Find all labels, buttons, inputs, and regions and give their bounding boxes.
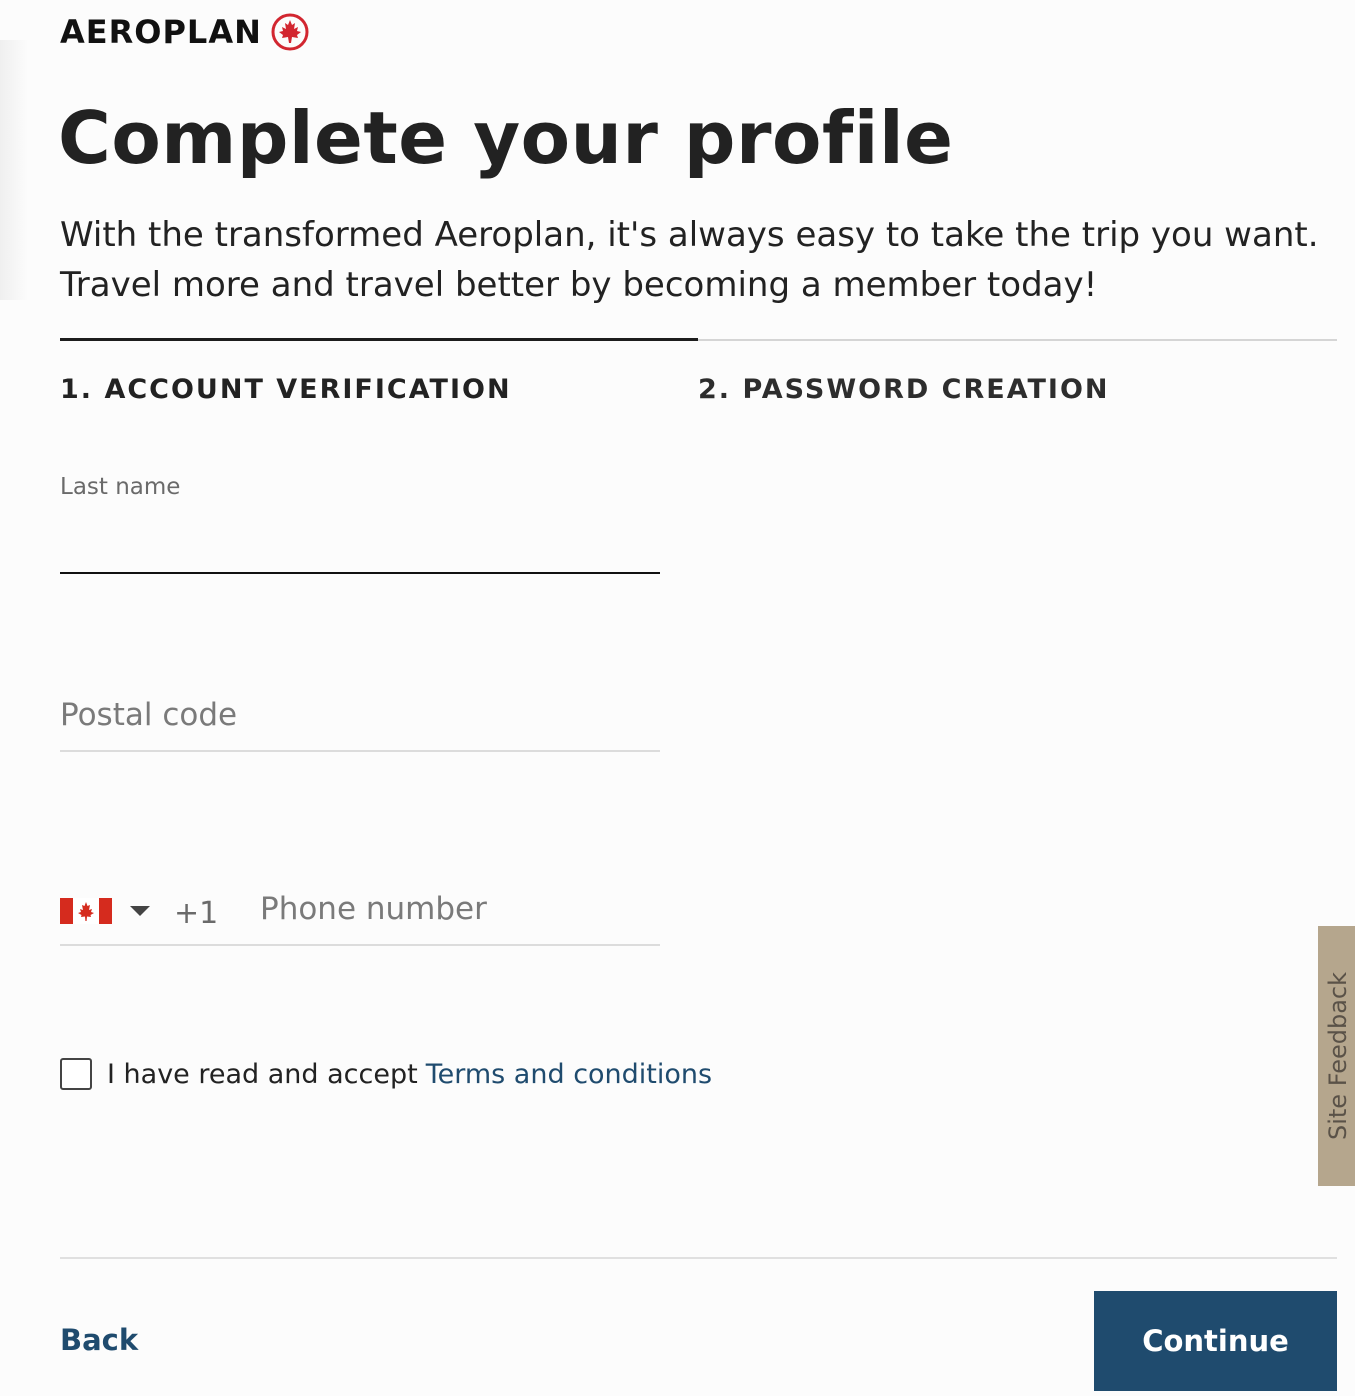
page-title: Complete your profile <box>58 96 954 180</box>
step-password-creation: 2. PASSWORD CREATION <box>698 374 1110 405</box>
last-name-input[interactable] <box>60 526 660 566</box>
aeroplan-logo[interactable] <box>60 12 310 52</box>
dial-code: +1 <box>174 896 219 931</box>
terms-row <box>60 1058 712 1090</box>
continue-button[interactable]: Continue <box>1094 1291 1337 1391</box>
country-code-dropdown[interactable] <box>60 898 150 924</box>
back-button[interactable]: Back <box>60 1323 139 1357</box>
terms-text: I have read and accept <box>107 1058 418 1090</box>
intro-text: With the transformed Aeroplan, it's always easy to take the trip you want. Travel more and travel better by becoming a member today! <box>60 215 1319 305</box>
terms-checkbox[interactable] <box>60 1058 92 1090</box>
phone-field[interactable] <box>60 876 660 946</box>
last-name-field[interactable] <box>60 470 660 574</box>
maple-leaf-roundel-icon <box>270 12 310 52</box>
site-feedback-label: Site Feedback <box>1324 972 1352 1140</box>
chevron-down-icon <box>130 906 150 916</box>
left-edge-shadow <box>0 40 28 300</box>
step-account-verification: 1. ACCOUNT VERIFICATION <box>60 374 512 405</box>
logo-wordmark: AEROPLAN <box>60 13 262 51</box>
site-feedback-tab[interactable] <box>1318 926 1355 1186</box>
phone-number-input[interactable] <box>260 884 660 934</box>
stepper-active-indicator <box>60 338 698 341</box>
footer-divider <box>60 1257 1337 1259</box>
terms-link[interactable]: Terms and conditions <box>425 1058 713 1090</box>
last-name-label: Last name <box>60 474 181 500</box>
postal-code-input[interactable] <box>60 690 660 740</box>
canada-flag-icon <box>60 898 112 924</box>
postal-code-field[interactable] <box>60 680 660 752</box>
